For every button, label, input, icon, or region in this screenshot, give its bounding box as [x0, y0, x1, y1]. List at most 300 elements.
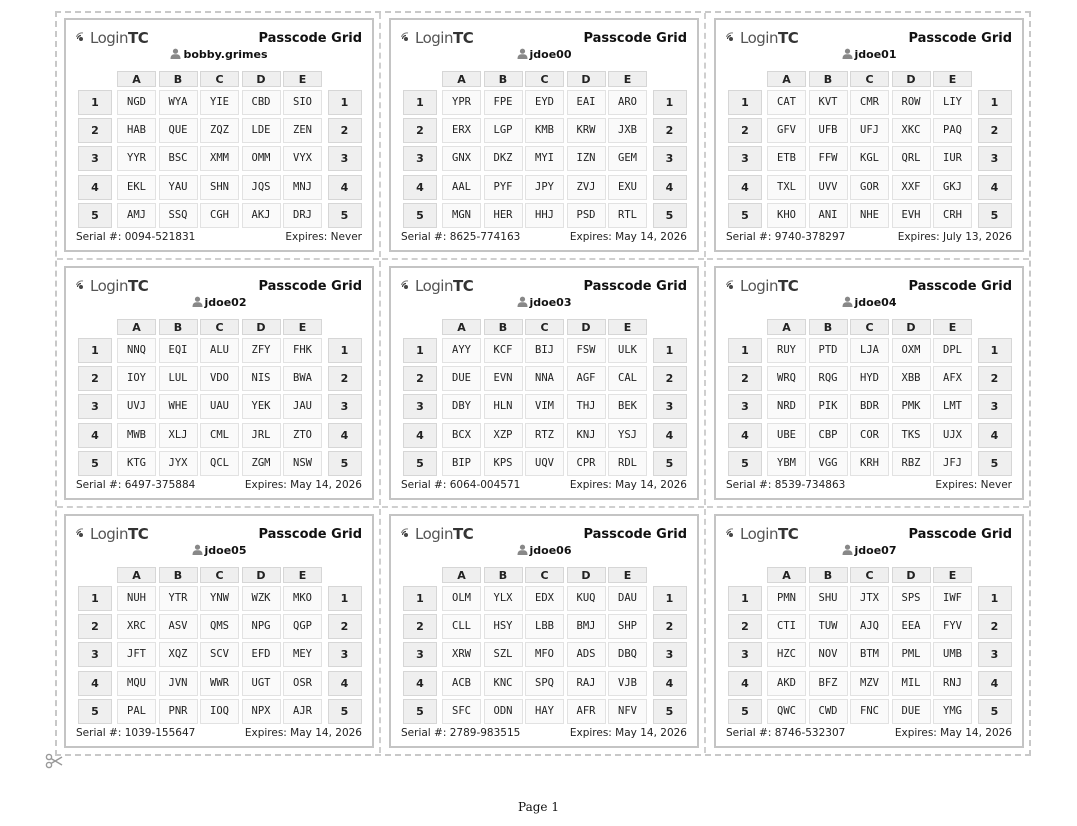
passcode-code: GEM: [608, 146, 647, 171]
username: jdoe04: [854, 296, 897, 309]
passcode-code: MIL: [892, 671, 931, 696]
row-label: 4: [653, 671, 687, 696]
column-header: C: [525, 319, 564, 335]
passcode-code: NPG: [242, 614, 281, 639]
grid-row: [728, 451, 1012, 476]
row-label: 3: [78, 642, 112, 667]
column-header: C: [850, 319, 889, 335]
username: jdoe06: [529, 544, 572, 557]
passcode-code: YLX: [484, 586, 523, 611]
passcode-code: KUQ: [567, 586, 606, 611]
passcode-code: NNQ: [117, 338, 156, 363]
passcode-code: SFC: [442, 699, 481, 724]
row-label: 1: [978, 90, 1012, 115]
passcode-code: SHN: [200, 175, 239, 200]
row-label: 2: [78, 614, 112, 639]
passcode-code: WZK: [242, 586, 281, 611]
logo-text-tc: TC: [452, 29, 474, 47]
logo-text-tc: TC: [127, 29, 149, 47]
column-headers: [117, 567, 325, 583]
logintc-logo: [726, 277, 798, 295]
passcode-code: BIP: [442, 451, 481, 476]
row-label: 4: [328, 671, 362, 696]
column-header: B: [159, 319, 198, 335]
row-label: 3: [78, 394, 112, 419]
grid-row: [78, 203, 362, 228]
row-label: 1: [78, 586, 112, 611]
grid-cell: [707, 13, 1029, 257]
grid-row: [728, 366, 1012, 391]
column-header: C: [525, 71, 564, 87]
card-user: [66, 48, 372, 61]
row-label: 1: [403, 338, 437, 363]
passcode-code: AAL: [442, 175, 481, 200]
passcode-code: ADS: [567, 642, 606, 667]
row-label: 3: [403, 394, 437, 419]
grid-row: [728, 175, 1012, 200]
passcode-code: JFT: [117, 642, 156, 667]
username: jdoe07: [854, 544, 897, 557]
row-label: 2: [403, 118, 437, 143]
passcode-sheet: [55, 11, 1031, 756]
passcode-code: FSW: [567, 338, 606, 363]
grid-row: [78, 642, 362, 667]
logo-text-tc: TC: [127, 277, 149, 295]
row-label: 5: [78, 699, 112, 724]
passcode-code: GOR: [850, 175, 889, 200]
column-header: C: [850, 567, 889, 583]
row-label: 2: [328, 118, 362, 143]
column-header: A: [117, 319, 156, 335]
row-label: 4: [328, 423, 362, 448]
row-label: 4: [78, 671, 112, 696]
logo-text-tc: TC: [452, 277, 474, 295]
row-label: 4: [978, 423, 1012, 448]
passcode-code: BWA: [283, 366, 322, 391]
logo-text-login: Login: [740, 277, 778, 295]
passcode-code: UFB: [809, 118, 848, 143]
row-label: 1: [653, 586, 687, 611]
column-headers: [767, 71, 975, 87]
passcode-code: AMJ: [117, 203, 156, 228]
passcode-code: MYI: [525, 146, 564, 171]
passcode-code: MZV: [850, 671, 889, 696]
passcode-code: DUE: [892, 699, 931, 724]
passcode-grid: [78, 338, 362, 479]
column-header: E: [283, 567, 322, 583]
row-label: 3: [728, 146, 762, 171]
passcode-code: PNR: [159, 699, 198, 724]
grid-row: [403, 451, 687, 476]
passcode-code: SIO: [283, 90, 322, 115]
passcode-code: LDE: [242, 118, 281, 143]
passcode-code: EYD: [525, 90, 564, 115]
column-header: E: [283, 319, 322, 335]
passcode-code: IOQ: [200, 699, 239, 724]
column-headers: [767, 319, 975, 335]
passcode-code: NFV: [608, 699, 647, 724]
grid-cell: [707, 261, 1029, 505]
row-label: 1: [328, 90, 362, 115]
column-header: A: [117, 71, 156, 87]
passcode-card: [389, 514, 699, 748]
logo-text-tc: TC: [777, 277, 799, 295]
passcode-code: JVN: [159, 671, 198, 696]
grid-row: [728, 394, 1012, 419]
passcode-code: KNJ: [567, 423, 606, 448]
passcode-code: PYF: [484, 175, 523, 200]
passcode-code: ETB: [767, 146, 806, 171]
column-header: A: [442, 71, 481, 87]
passcode-code: LBB: [525, 614, 564, 639]
passcode-code: UQV: [525, 451, 564, 476]
serial-number: Serial #: 9740-378297: [726, 231, 846, 243]
passcode-code: NIS: [242, 366, 281, 391]
row-label: 4: [78, 175, 112, 200]
row-label: 5: [328, 203, 362, 228]
passcode-code: SPQ: [525, 671, 564, 696]
passcode-code: VGG: [809, 451, 848, 476]
row-label: 2: [403, 366, 437, 391]
passcode-code: EAI: [567, 90, 606, 115]
passcode-code: ALU: [200, 338, 239, 363]
passcode-code: ASV: [159, 614, 198, 639]
row-label: 5: [403, 203, 437, 228]
passcode-code: KMB: [525, 118, 564, 143]
grid-row: [728, 423, 1012, 448]
passcode-code: YBM: [767, 451, 806, 476]
passcode-code: SHU: [809, 586, 848, 611]
passcode-grid: [403, 586, 687, 727]
passcode-code: SCV: [200, 642, 239, 667]
column-header: A: [442, 567, 481, 583]
passcode-code: EDX: [525, 586, 564, 611]
passcode-card: [714, 18, 1024, 252]
column-header: D: [567, 319, 606, 335]
passcode-code: XQZ: [159, 642, 198, 667]
passcode-code: OXM: [892, 338, 931, 363]
passcode-code: NOV: [809, 642, 848, 667]
passcode-code: ZFY: [242, 338, 281, 363]
column-header: B: [484, 319, 523, 335]
passcode-code: NGD: [117, 90, 156, 115]
card-user: [716, 48, 1022, 61]
column-header: A: [767, 71, 806, 87]
row-label: 5: [328, 699, 362, 724]
card-title: Passcode Grid: [583, 31, 687, 46]
passcode-code: NPX: [242, 699, 281, 724]
card-footer: [401, 479, 687, 491]
logo-text-login: Login: [415, 525, 453, 543]
row-label: 2: [403, 614, 437, 639]
grid-row: [403, 394, 687, 419]
column-header: C: [525, 567, 564, 583]
username: bobby.grimes: [183, 48, 268, 61]
row-label: 5: [78, 451, 112, 476]
passcode-code: JPY: [525, 175, 564, 200]
row-label: 1: [978, 586, 1012, 611]
column-header: B: [809, 319, 848, 335]
passcode-code: KCF: [484, 338, 523, 363]
serial-number: Serial #: 8539-734863: [726, 479, 846, 491]
passcode-code: NHE: [850, 203, 889, 228]
expiry-date: Expires: May 14, 2026: [244, 479, 362, 491]
column-headers: [767, 567, 975, 583]
passcode-code: CAL: [608, 366, 647, 391]
user-icon: [842, 48, 853, 59]
passcode-code: TXL: [767, 175, 806, 200]
passcode-code: ZTO: [283, 423, 322, 448]
row-label: 4: [978, 175, 1012, 200]
passcode-code: KPS: [484, 451, 523, 476]
passcode-code: XBB: [892, 366, 931, 391]
grid-row: [78, 614, 362, 639]
passcode-code: CBP: [809, 423, 848, 448]
column-header: E: [933, 319, 972, 335]
serial-number: Serial #: 8625-774163: [401, 231, 521, 243]
passcode-code: BDR: [850, 394, 889, 419]
logo-text-login: Login: [740, 29, 778, 47]
expiry-date: Expires: May 14, 2026: [569, 231, 687, 243]
passcode-code: FPE: [484, 90, 523, 115]
grid-row: [78, 394, 362, 419]
passcode-grid: [78, 90, 362, 231]
passcode-code: UFJ: [850, 118, 889, 143]
logintc-signal-icon: [726, 32, 737, 44]
passcode-code: CML: [200, 423, 239, 448]
column-headers: [117, 319, 325, 335]
logo-text-login: Login: [415, 277, 453, 295]
column-header: A: [767, 319, 806, 335]
user-icon: [517, 544, 528, 555]
passcode-code: YYR: [117, 146, 156, 171]
column-header: E: [608, 319, 647, 335]
row-label: 4: [403, 671, 437, 696]
user-icon: [170, 48, 181, 59]
passcode-code: RTZ: [525, 423, 564, 448]
passcode-code: YAU: [159, 175, 198, 200]
passcode-card: [64, 18, 374, 252]
column-header: C: [850, 71, 889, 87]
row-label: 4: [978, 671, 1012, 696]
passcode-code: RTL: [608, 203, 647, 228]
passcode-grid: [403, 90, 687, 231]
card-title: Passcode Grid: [258, 279, 362, 294]
passcode-code: CTI: [767, 614, 806, 639]
passcode-code: HHJ: [525, 203, 564, 228]
passcode-code: HZC: [767, 642, 806, 667]
card-user: [66, 296, 372, 309]
passcode-code: JXB: [608, 118, 647, 143]
grid-row: [78, 423, 362, 448]
row-label: 4: [328, 175, 362, 200]
passcode-code: QMS: [200, 614, 239, 639]
passcode-code: BTM: [850, 642, 889, 667]
serial-number: Serial #: 6064-004571: [401, 479, 521, 491]
card-title: Passcode Grid: [583, 279, 687, 294]
passcode-code: UBE: [767, 423, 806, 448]
passcode-code: FNC: [850, 699, 889, 724]
passcode-code: HAB: [117, 118, 156, 143]
serial-number: Serial #: 6497-375884: [76, 479, 196, 491]
logintc-logo: [401, 29, 473, 47]
grid-row: [403, 614, 687, 639]
grid-row: [728, 671, 1012, 696]
passcode-code: RNJ: [933, 671, 972, 696]
column-header: C: [200, 71, 239, 87]
passcode-card: [64, 266, 374, 500]
card-user: [391, 296, 697, 309]
row-label: 1: [403, 586, 437, 611]
passcode-code: PMN: [767, 586, 806, 611]
passcode-code: MKO: [283, 586, 322, 611]
column-header: B: [484, 567, 523, 583]
passcode-code: AKJ: [242, 203, 281, 228]
serial-number: Serial #: 8746-532307: [726, 727, 846, 739]
column-header: B: [809, 567, 848, 583]
passcode-code: KRW: [567, 118, 606, 143]
passcode-grid: [728, 586, 1012, 727]
row-label: 1: [728, 586, 762, 611]
passcode-card: [389, 266, 699, 500]
row-label: 5: [653, 451, 687, 476]
row-label: 4: [728, 423, 762, 448]
passcode-code: JAU: [283, 394, 322, 419]
card-footer: [726, 231, 1012, 243]
column-header: D: [242, 319, 281, 335]
column-header: D: [242, 71, 281, 87]
passcode-code: BMJ: [567, 614, 606, 639]
passcode-code: CGH: [200, 203, 239, 228]
passcode-code: EVH: [892, 203, 931, 228]
passcode-grid: [728, 338, 1012, 479]
passcode-code: AFR: [567, 699, 606, 724]
passcode-code: RUY: [767, 338, 806, 363]
passcode-code: LIY: [933, 90, 972, 115]
row-label: 2: [978, 366, 1012, 391]
card-user: [716, 296, 1022, 309]
user-icon: [842, 296, 853, 307]
passcode-code: ODN: [484, 699, 523, 724]
card-title: Passcode Grid: [908, 527, 1012, 542]
expiry-date: Expires: May 14, 2026: [894, 727, 1012, 739]
grid-row: [403, 203, 687, 228]
passcode-code: ZQZ: [200, 118, 239, 143]
card-title: Passcode Grid: [258, 31, 362, 46]
passcode-code: PAQ: [933, 118, 972, 143]
card-footer: [76, 727, 362, 739]
grid-row: [728, 614, 1012, 639]
passcode-code: YEK: [242, 394, 281, 419]
passcode-code: KRH: [850, 451, 889, 476]
expiry-date: Expires: July 13, 2026: [897, 231, 1012, 243]
card-footer: [401, 727, 687, 739]
passcode-code: GNX: [442, 146, 481, 171]
grid-row: [403, 146, 687, 171]
column-header: A: [767, 567, 806, 583]
passcode-code: QUE: [159, 118, 198, 143]
passcode-code: AFX: [933, 366, 972, 391]
passcode-code: CWD: [809, 699, 848, 724]
passcode-code: SHP: [608, 614, 647, 639]
passcode-code: DAU: [608, 586, 647, 611]
passcode-code: DPL: [933, 338, 972, 363]
passcode-code: JFJ: [933, 451, 972, 476]
expiry-date: Expires: Never: [285, 231, 362, 243]
row-label: 1: [328, 338, 362, 363]
page-number: Page 1: [518, 800, 559, 814]
grid-cell: [57, 509, 379, 753]
row-label: 2: [653, 366, 687, 391]
row-label: 2: [653, 118, 687, 143]
row-label: 4: [728, 175, 762, 200]
passcode-code: BEK: [608, 394, 647, 419]
serial-number: Serial #: 1039-155647: [76, 727, 196, 739]
passcode-code: VJB: [608, 671, 647, 696]
passcode-code: NSW: [283, 451, 322, 476]
passcode-code: XXF: [892, 175, 931, 200]
grid-row: [78, 90, 362, 115]
passcode-code: TKS: [892, 423, 931, 448]
passcode-code: HYD: [850, 366, 889, 391]
passcode-code: COR: [850, 423, 889, 448]
grid-cell: [382, 509, 704, 753]
logintc-logo: [76, 29, 148, 47]
card-user: [716, 544, 1022, 557]
row-label: 1: [728, 338, 762, 363]
passcode-code: DUE: [442, 366, 481, 391]
logintc-logo: [726, 525, 798, 543]
passcode-code: KGL: [850, 146, 889, 171]
passcode-code: HLN: [484, 394, 523, 419]
grid-row: [78, 451, 362, 476]
grid-cell: [382, 13, 704, 257]
card-footer: [726, 479, 1012, 491]
passcode-code: XLJ: [159, 423, 198, 448]
grid-row: [403, 366, 687, 391]
passcode-code: WHE: [159, 394, 198, 419]
username: jdoe05: [204, 544, 247, 557]
passcode-code: PIK: [809, 394, 848, 419]
passcode-code: VDO: [200, 366, 239, 391]
passcode-code: AYY: [442, 338, 481, 363]
passcode-code: KHO: [767, 203, 806, 228]
column-header: D: [567, 71, 606, 87]
expiry-date: Expires: May 14, 2026: [569, 727, 687, 739]
logintc-signal-icon: [76, 32, 87, 44]
logintc-logo: [401, 525, 473, 543]
passcode-code: RDL: [608, 451, 647, 476]
row-label: 5: [328, 451, 362, 476]
passcode-code: UJX: [933, 423, 972, 448]
passcode-code: JQS: [242, 175, 281, 200]
passcode-code: WRQ: [767, 366, 806, 391]
logo-text-tc: TC: [452, 525, 474, 543]
passcode-code: YMG: [933, 699, 972, 724]
passcode-grid: [403, 338, 687, 479]
passcode-code: GKJ: [933, 175, 972, 200]
user-icon: [517, 48, 528, 59]
logo-text-tc: TC: [777, 525, 799, 543]
row-label: 2: [728, 614, 762, 639]
passcode-code: XZP: [484, 423, 523, 448]
user-icon: [192, 296, 203, 307]
logintc-logo: [401, 277, 473, 295]
column-header: C: [200, 319, 239, 335]
column-header: D: [892, 567, 931, 583]
passcode-code: UMB: [933, 642, 972, 667]
card-user: [66, 544, 372, 557]
